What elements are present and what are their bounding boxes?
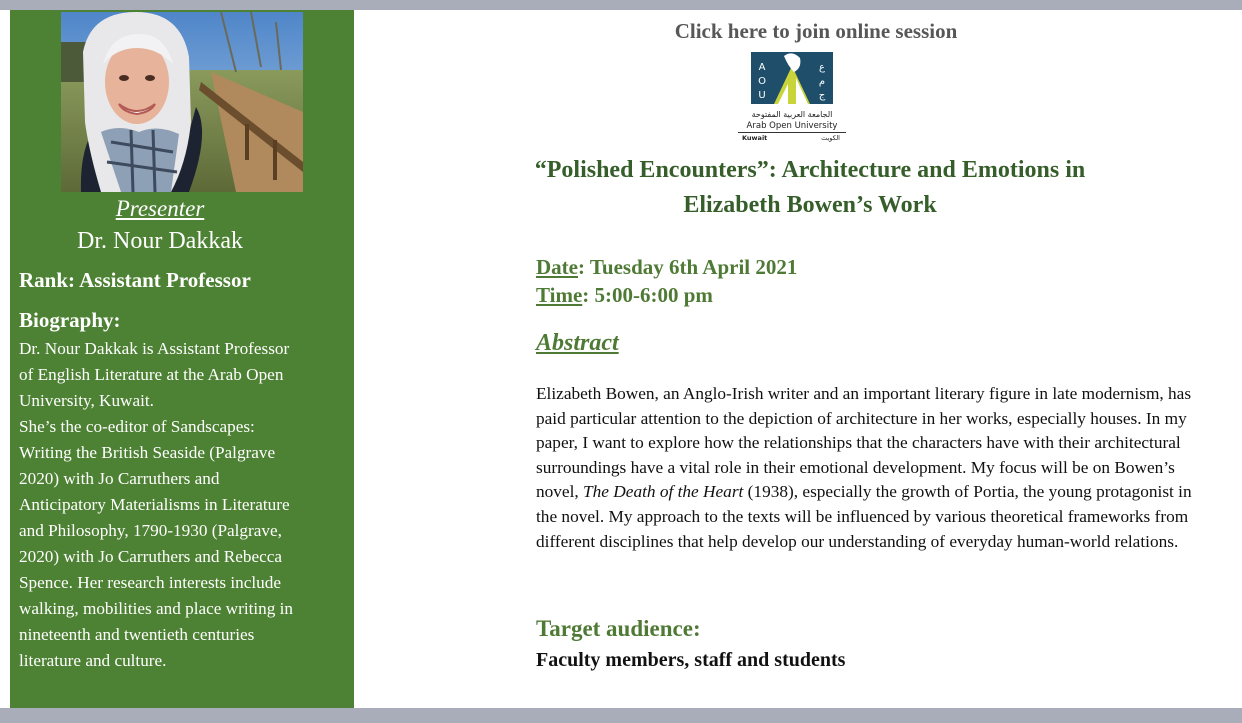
target-audience-heading: Target audience:	[536, 616, 701, 641]
time-value: : 5:00-6:00 pm	[582, 283, 713, 307]
presenter-photo	[61, 12, 303, 192]
logo-arabic-name: الجامعة العربية المفتوحة	[751, 110, 833, 119]
presenter-label: Presenter	[115, 196, 205, 221]
aou-emblem-icon	[738, 52, 846, 110]
svg-text:ج: ج	[818, 90, 826, 101]
event-time	[536, 282, 713, 308]
presenter-name: Dr. Nour Dakkak	[77, 228, 243, 254]
join-session-link[interactable]: Click here to join online session	[674, 19, 958, 43]
abstract-text-part1: Elizabeth Bowen, an Anglo-Irish writer and an important literary figure in late modernism, has paid particular attention to the depiction of architecture in her works, especially houses. In my paper, I want to explore how the relationships that the characters have with their architectural surroundings have a vital role in their emotional development. My focus will be on Bowen’s novel,	[536, 384, 1192, 502]
university-logo	[738, 52, 846, 148]
abstract-heading: Abstract	[536, 330, 619, 356]
presenter-rank: Rank: Assistant Professor	[19, 268, 251, 292]
date-label: Date	[536, 255, 578, 279]
event-title-line1: “Polished Encounters”: Architecture and Emotions in	[534, 157, 1086, 183]
target-audience-text: Faculty members, staff and students	[536, 649, 846, 671]
logo-branch: Kuwait	[742, 134, 768, 142]
event-date	[536, 254, 797, 280]
abstract-text	[536, 382, 1202, 554]
logo-letter-a: A	[758, 62, 766, 73]
logo-letter-u: U	[758, 90, 766, 101]
date-value: : Tuesday 6th April 2021	[577, 255, 798, 279]
logo-letter-o: O	[758, 76, 766, 87]
abstract-book-title: The Death of the Heart	[583, 482, 744, 502]
biography-text: Dr. Nour Dakkak is Assistant Professor of English Literature at the Arab Open University, Kuwait. She’s the co-editor of Sandscapes: Writing the British Seaside (Palgrave 2020) with Jo Carruthers and Anticipatory Materialisms in Literature and Philosophy, 1790-1930 (Palgrave, 2020) with Jo Carruthers and Rebecca Spence. Her research interests include walking, mobilities and place writing in nineteenth and twentieth centuries literature and culture.	[19, 339, 293, 670]
flyer-sheet	[0, 10, 1242, 708]
presenter-photo-image	[61, 12, 303, 192]
event-title	[434, 153, 1186, 223]
abstract-text-part2: (1938), especially the growth of Portia, the young protagonist in the novel. My approach to the texts will be influenced by various theoretical frameworks from different disciplines that help develop our understanding of everyday human-world relations.	[536, 482, 1192, 551]
svg-text:ع: ع	[819, 62, 825, 73]
logo-branch-arabic: الكويت	[821, 134, 840, 142]
presenter-sidebar	[10, 10, 354, 708]
event-title-line2: Elizabeth Bowen’s Work	[683, 192, 937, 218]
event-main	[354, 10, 1242, 708]
biography-heading: Biography:	[19, 308, 121, 332]
logo-english-name: Arab Open University	[738, 121, 846, 133]
time-label: Time	[536, 283, 583, 307]
svg-text:م: م	[818, 76, 826, 87]
